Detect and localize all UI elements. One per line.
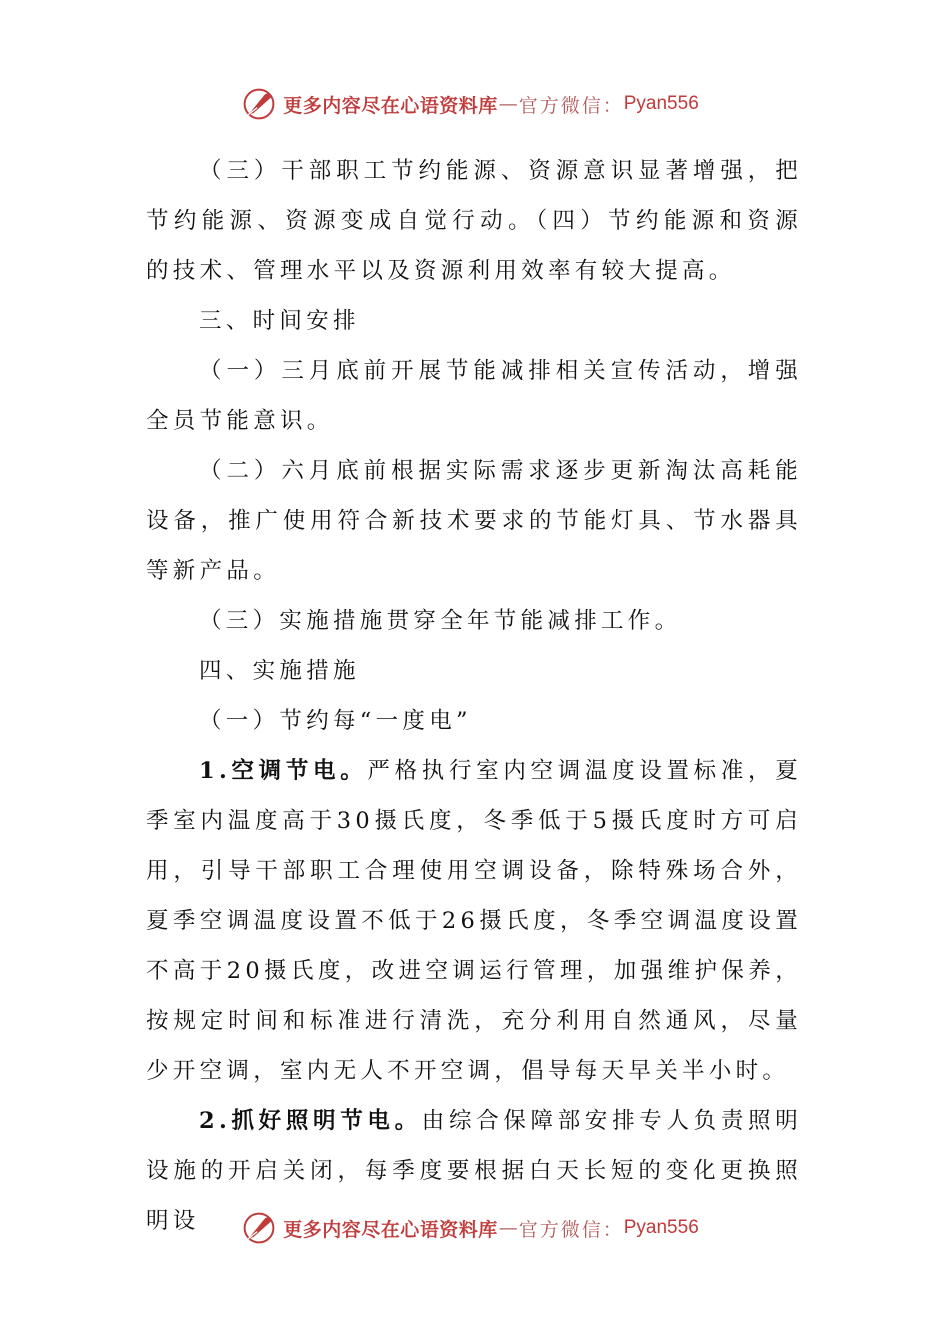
watermark-wechat-id: Pyan556 [623,1217,699,1238]
watermark-wechat-label: 官方微信： [518,94,624,117]
watermark-separator: — [498,1217,518,1239]
subheading-save-electricity: （一）节约每“一度电” [199,708,472,734]
paragraph-text: 由综合保障部安排专人负责照明设施的开启关闭，每季度要根据白天长短的变化更换照明设 [146,1108,802,1234]
paragraph-ac-saving [146,746,802,1096]
header-watermark-banner [0,82,950,126]
document-body [146,146,802,1246]
watermark-wechat-id: Pyan556 [623,93,699,114]
paragraph-schedule-1: （一）三月底前开展节能减排相关宣传活动，增强全员节能意识。 [146,358,802,434]
paragraph-goals-3-4 [146,146,802,296]
watermark-wechat-label: 官方微信： [518,1218,624,1241]
section-heading-schedule: 三、时间安排 [199,308,360,334]
paragraph-bold-heading: 1.空调节电。 [199,758,368,784]
paragraph-schedule-3: （三）实施措施贯穿全年节能减排工作。 [199,608,682,634]
quill-pen-icon [241,1210,277,1246]
paragraph-bold-heading: 2.抓好照明节电。 [199,1108,422,1134]
paragraph-schedule-2: （二）六月底前根据实际需求逐步更新淘汰高耗能设备，推广使用符合新技术要求的节能灯具、节水器具等新产品。 [146,458,802,584]
watermark-main-text: 更多内容尽在心语资料库 [283,1218,498,1241]
watermark-main-text: 更多内容尽在心语资料库 [283,94,498,117]
footer-watermark-banner [0,1206,950,1250]
paragraph-text: 严格执行室内空调温度设置标准，夏季室内温度高于30摄氏度，冬季低于5摄氏度时方可启用，引导干部职工合理使用空调设备，除特殊场合外，夏季空调温度设置不低于26摄氏度，冬季空调温度设置不高于20摄氏度，改进空调运行管理，加强维护保养，按规定时间和标准进行清洗，充分利用自然通风，尽量少开空调，室内无人不开空调，倡导每天早关半小时。 [146,758,802,1084]
quill-pen-icon [241,86,277,122]
watermark-separator: — [498,93,518,115]
section-heading-measures: 四、实施措施 [199,658,360,684]
paragraph-text: （三）干部职工节约能源、资源意识显著增强，把节约能源、资源变成自觉行动。（四）节约能源和资源的技术、管理水平以及资源利用效率有较大提高。 [146,158,802,284]
